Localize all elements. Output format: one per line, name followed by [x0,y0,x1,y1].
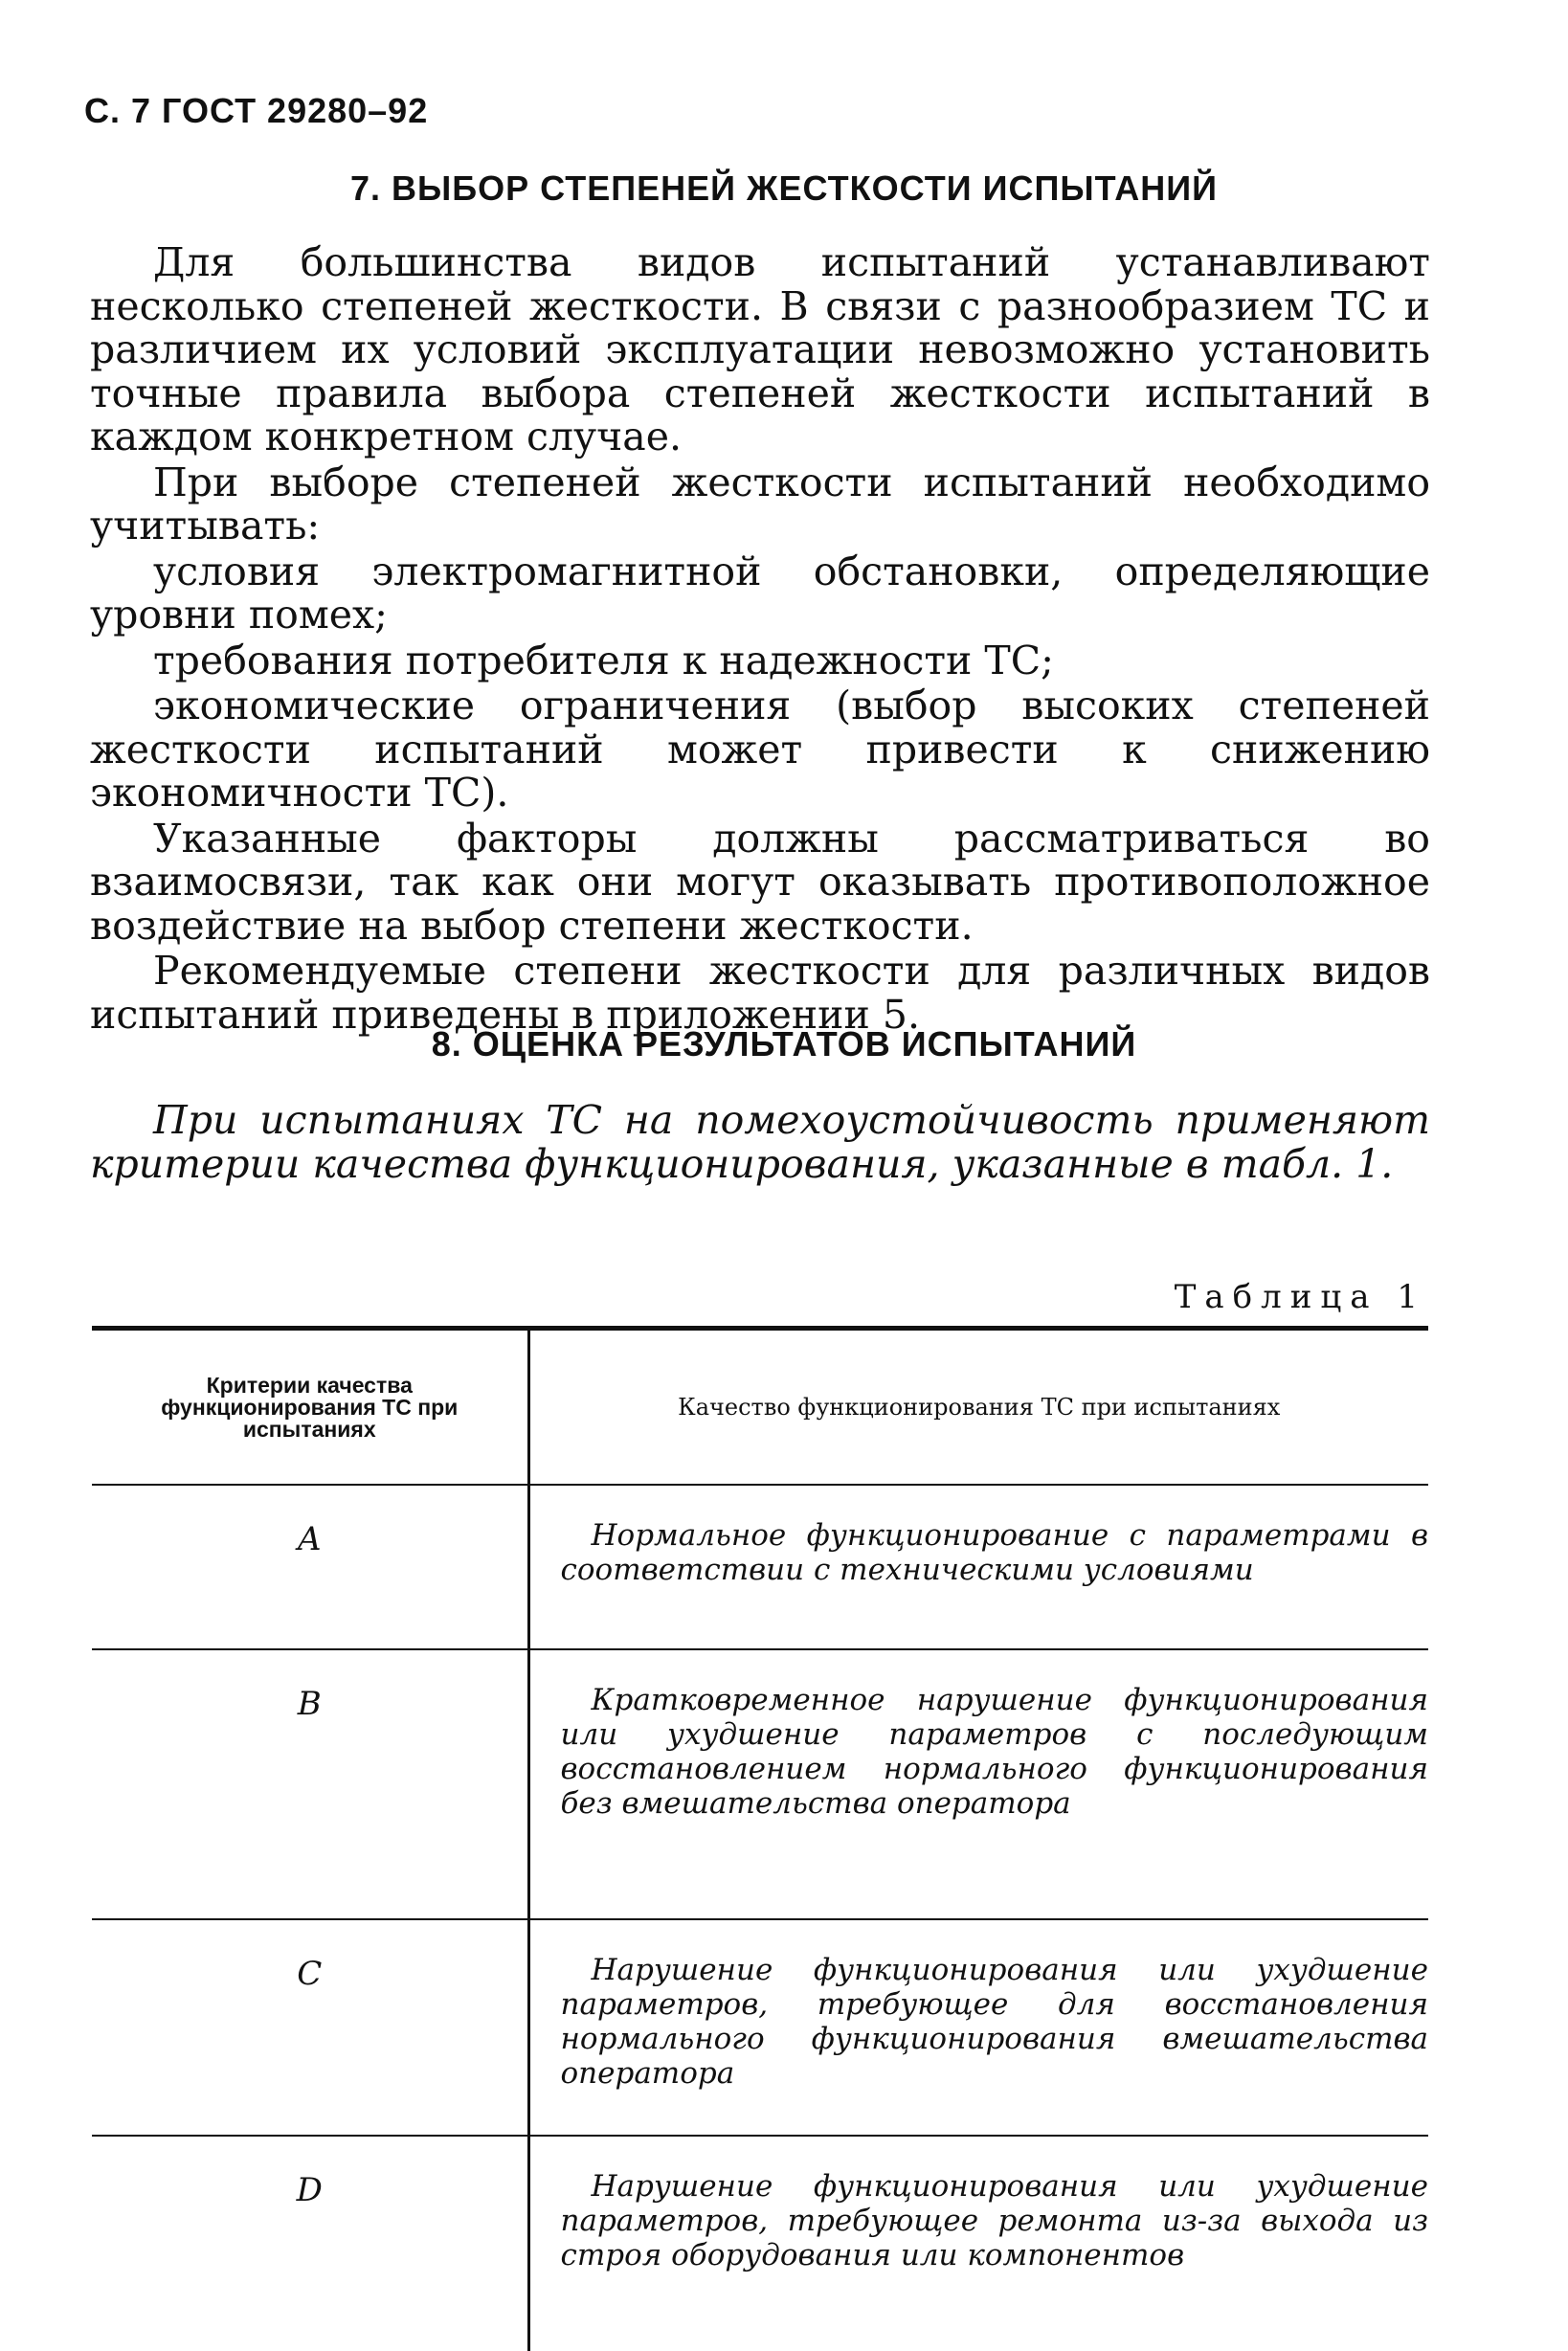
table-header-row [92,1331,1428,1485]
criteria-table [92,1331,1428,2351]
section-7-body [90,241,1430,1039]
criterion-description-text: Нарушение функционирования или ухудшение параметров, требующее для восстановления нормального функционирования вмешательства оператора [560,1953,1428,2091]
criterion-letter: C [92,1919,528,2136]
paragraph: Рекомендуемые степени жесткости для различных видов испытаний приведены в приложении 5. [90,948,1430,1038]
criterion-description-text: Нарушение функционирования или ухудшение параметров, требующее ремонта из-за выхода из строя оборудования или компонентов [560,2169,1428,2273]
criterion-letter: B [92,1649,528,1919]
criterion-description [528,1919,1428,2136]
section-7-title: 7. ВЫБОР СТЕПЕНЕЙ ЖЕСТКОСТИ ИСПЫТАНИЙ [349,168,1219,208]
criteria-table-container [92,1326,1428,2351]
page-header: С. 7 ГОСТ 29280–92 [84,91,429,130]
criterion-description [528,1649,1428,1919]
table-row [92,1919,1428,2136]
paragraph: требования потребителя к надежности ТС; [153,637,1054,683]
paragraph: Для большинства видов испытаний устанавливают несколько степеней жесткости. В связи с разнообразием ТС и различием их условий эксплуатации невозможно установить точные правила выбора степеней жесткости испытаний в каждом конкретном случае. [90,239,1430,459]
section-8-title: 8. ОЦЕНКА РЕЗУЛЬТАТОВ ИСПЫТАНИЙ [431,1024,1137,1064]
table-row [92,2136,1428,2351]
criterion-letter: D [92,2136,528,2351]
table-row [92,1649,1428,1919]
criterion-description-text: Нормальное функционирование с параметрами в соответствии с техническими условиями [560,1518,1428,1587]
criterion-letter: A [92,1485,528,1649]
table-row [92,1485,1428,1649]
criterion-description [528,1485,1428,1649]
column-header-quality: Качество функционирования ТС при испытаниях [678,1394,1281,1421]
criterion-description [528,2136,1428,2351]
table-caption: Таблица 1 [1174,1278,1426,1316]
paragraph: условия электромагнитной обстановки, определяющие уровни помех; [90,548,1430,638]
paragraph: При испытаниях ТС на помехоустойчивость применяют критерии качества функционирования, указанные в табл. 1. [90,1097,1430,1187]
section-8-body [90,1099,1430,1188]
criterion-description-text: Кратковременное нарушение функционирования или ухудшение параметров с последующим восстановлением нормального функционирования без вмешательства оператора [560,1683,1428,1821]
paragraph: При выборе степеней жесткости испытаний необходимо учитывать: [90,459,1430,549]
paragraph: экономические ограничения (выбор высоких степеней жесткости испытаний может привести к снижению экономичности ТС). [90,683,1430,816]
paragraph: Указанные факторы должны рассматриваться во взаимосвязи, так как они могут оказывать противоположное воздействие на выбор степени жесткости. [90,815,1430,949]
column-header-criteria: Критерии качества функционирования ТС при испытаниях [92,1331,528,1485]
